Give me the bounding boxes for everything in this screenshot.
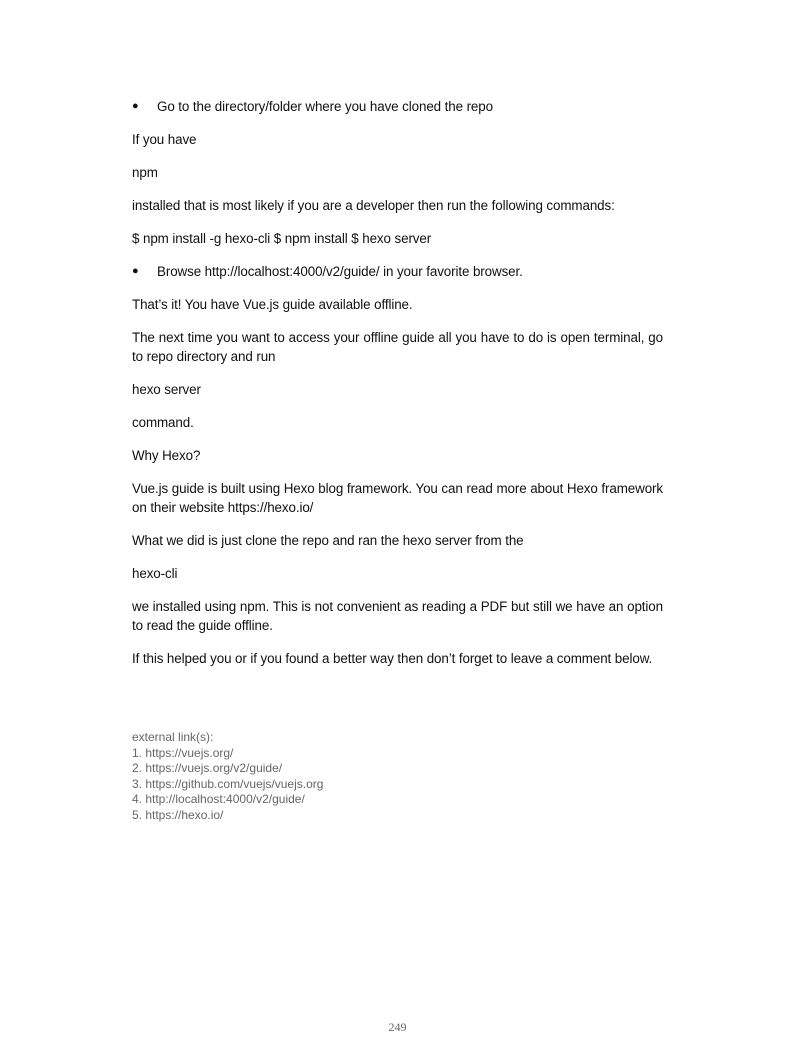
paragraph: command. <box>132 415 194 430</box>
bullet-item <box>132 97 663 116</box>
external-links <box>132 730 663 823</box>
command-line: $ npm install -g hexo-cli $ npm install $ hexo server <box>132 231 432 246</box>
paragraph: What we did is just clone the repo and ran the hexo server from the <box>132 533 524 548</box>
paragraph: The next time you want to access your offline guide all you have to do is open terminal, go to repo directory and run <box>132 330 663 364</box>
external-link[interactable]: 2. https://vuejs.org/v2/guide/ <box>132 761 283 775</box>
bullet-item <box>132 262 663 281</box>
bullet-icon: ● <box>132 265 139 277</box>
paragraph: we installed using npm. This is not convenient as reading a PDF but still we have an option to read the guide offline. <box>132 599 663 633</box>
page-number: 249 <box>388 1020 407 1034</box>
paragraph: If this helped you or if you found a better way then don’t forget to leave a comment below. <box>132 651 653 666</box>
paragraph: hexo server <box>132 382 201 397</box>
external-link[interactable]: 5. https://hexo.io/ <box>132 807 224 822</box>
page-content <box>132 97 663 682</box>
external-link[interactable]: 4. http://localhost:4000/v2/guide/ <box>132 792 305 806</box>
paragraph: hexo-cli <box>132 566 178 581</box>
paragraph: That’s it! You have Vue.js guide available offline. <box>132 297 413 312</box>
paragraph: npm <box>132 165 158 180</box>
bullet-text: Browse http://localhost:4000/v2/guide/ in your favorite browser. <box>157 264 523 279</box>
external-link[interactable]: 1. https://vuejs.org/ <box>132 745 234 760</box>
paragraph: installed that is most likely if you are a developer then run the following commands: <box>132 198 615 213</box>
paragraph: If you have <box>132 132 197 147</box>
paragraph: Vue.js guide is built using Hexo blog framework. You can read more about Hexo framework on their website https://hexo.io/ <box>132 481 663 515</box>
bullet-text: Go to the directory/folder where you have cloned the repo <box>157 99 493 114</box>
section-heading: Why Hexo? <box>132 448 201 463</box>
external-link[interactable]: 3. https://github.com/vuejs/vuejs.org <box>132 776 324 791</box>
external-links-heading: external link(s): <box>132 730 214 744</box>
bullet-icon: ● <box>132 100 139 112</box>
